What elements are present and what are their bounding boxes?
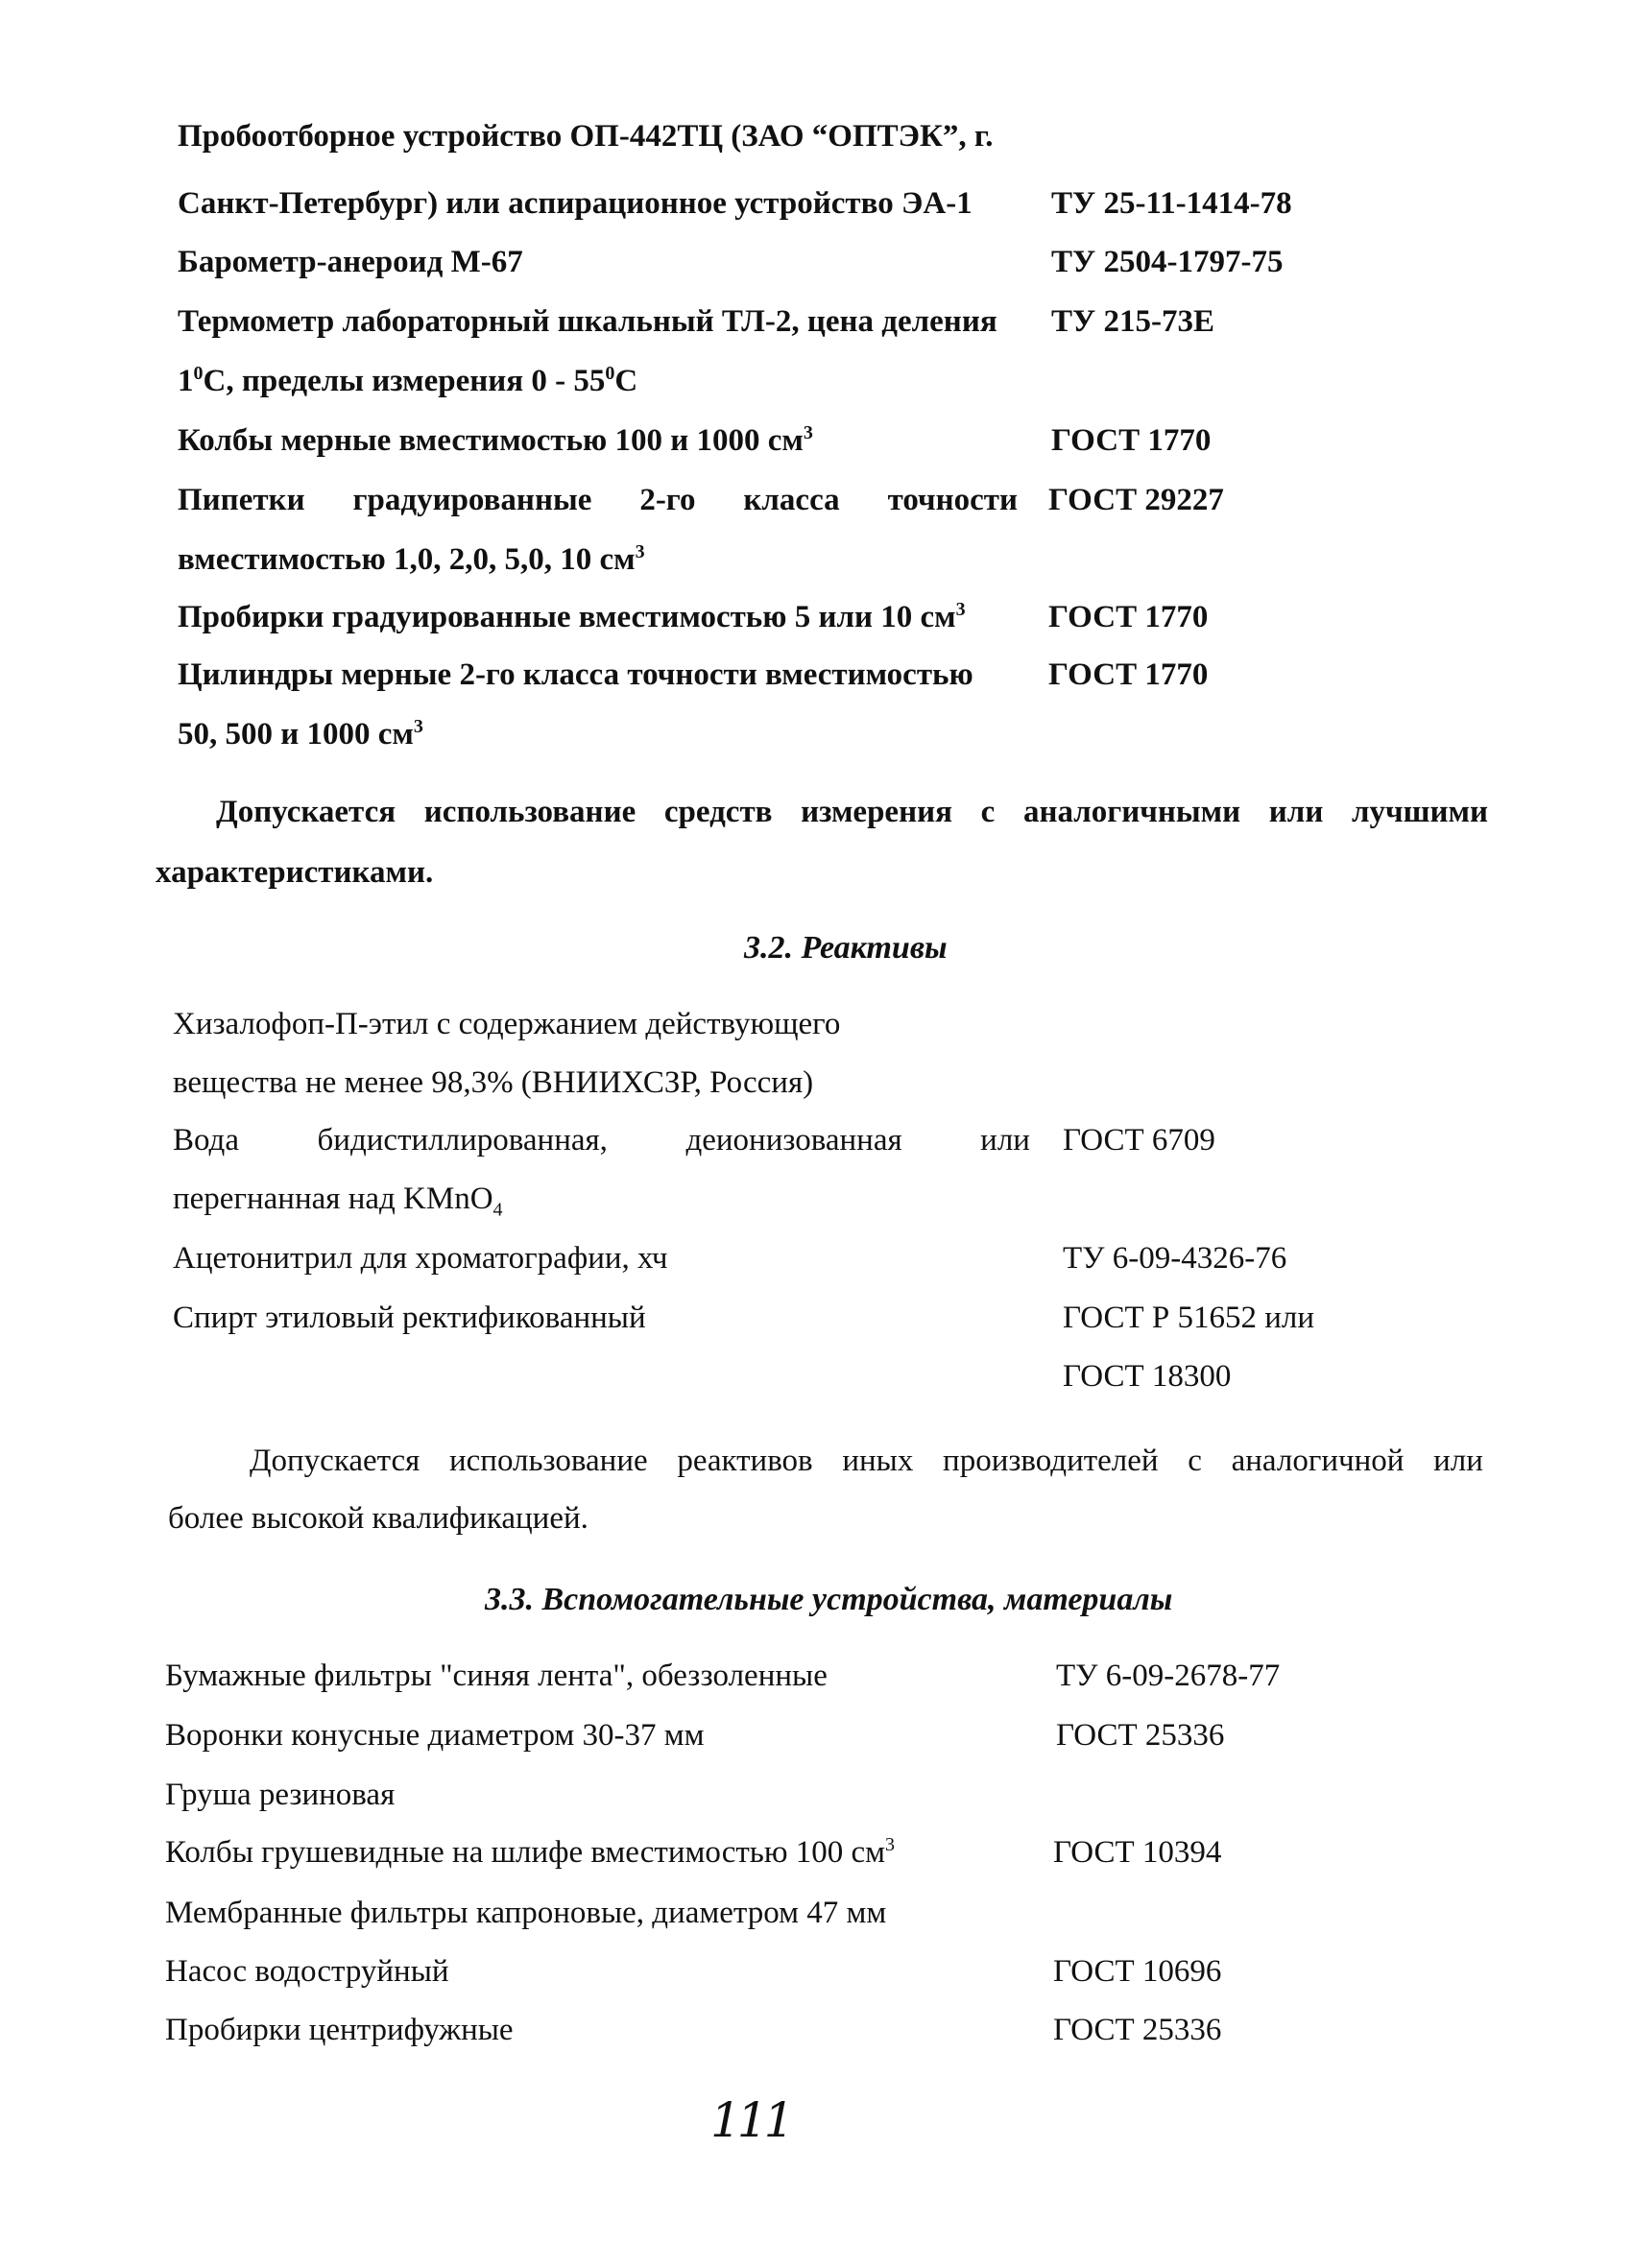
item-paper-filters-standard: ТУ 6-09-2678-77 bbox=[1056, 1659, 1281, 1693]
page-number: 111 bbox=[710, 2092, 791, 2148]
item-pipettes-line1: Пипетки градуированные 2-го класса точности bbox=[178, 483, 1018, 517]
item-pear-flasks: Колбы грушевидные на шлифе вместимостью 100 $см^3$ bbox=[165, 1834, 896, 1870]
item-sampler-line1: Пробоотборное устройство ОП-442ТЦ (ЗАО “ОПТЭК”, г. bbox=[178, 119, 994, 154]
item-cylinders-line1: Цилиндры мерные 2-го класса точности вместимостью bbox=[178, 657, 973, 692]
item-water-jet-pump: Насос водоструйный bbox=[165, 1954, 449, 1989]
item-water-standard: ГОСТ 6709 bbox=[1063, 1123, 1215, 1158]
item-acetonitrile-standard: ТУ 6-09-4326-76 bbox=[1063, 1241, 1287, 1276]
section32-note-line2: более высокой квалификацией. bbox=[168, 1501, 588, 1536]
item-thermometer-line2: $1^0С$, пределы измерения $0 - 55^0С$ bbox=[178, 363, 638, 398]
item-ethanol-standard: ГОСТ Р 51652 или bbox=[1063, 1301, 1315, 1335]
item-sampler-line2: Санкт-Петербург) или аспирационное устройство ЭА-1 bbox=[178, 186, 973, 221]
section31-note-line2: характеристиками. bbox=[156, 855, 434, 890]
item-test-tubes: Пробирки градуированные вместимостью 5 или 10 $см^3$ bbox=[178, 599, 966, 634]
item-cylinders-standard: ГОСТ 1770 bbox=[1048, 657, 1209, 692]
item-quizalofop-line1: Хизалофоп-П-этил с содержанием действующего bbox=[173, 1007, 841, 1041]
item-thermometer-line1: Термометр лабораторный шкальный ТЛ-2, цена деления bbox=[178, 304, 997, 339]
item-thermometer-standard: ТУ 215-73Е bbox=[1051, 304, 1214, 339]
item-pipettes-line2: вместимостью 1,0, 2,0, 5,0, 10 $см^3$ bbox=[178, 541, 645, 577]
item-funnels: Воронки конусные диаметром 30-37 мм bbox=[165, 1718, 705, 1753]
item-ethanol-standard-alt: ГОСТ 18300 bbox=[1063, 1359, 1232, 1394]
section31-note-line1: Допускается использование средств измерения с аналогичными или лучшими bbox=[216, 795, 1488, 829]
item-water-jet-pump-standard: ГОСТ 10696 bbox=[1053, 1954, 1222, 1989]
item-barometer-standard: ТУ 2504-1797-75 bbox=[1051, 245, 1284, 279]
item-volumetric-flasks: Колбы мерные вместимостью 100 и 1000 $см^3$ bbox=[178, 422, 813, 458]
item-centrifuge-tubes-standard: ГОСТ 25336 bbox=[1053, 2013, 1222, 2047]
item-rubber-bulb: Груша резиновая bbox=[165, 1778, 396, 1812]
item-water-line1: Вода бидистиллированная, деионизованная или bbox=[173, 1123, 1030, 1158]
item-sampler-standard: ТУ 25-11-1414-78 bbox=[1051, 186, 1292, 221]
item-ethanol: Спирт этиловый ректификованный bbox=[173, 1301, 646, 1335]
item-volumetric-flasks-standard: ГОСТ 1770 bbox=[1051, 423, 1212, 458]
item-barometer: Барометр-анероид М-67 bbox=[178, 245, 523, 279]
item-water-line2: перегнанная над KMnO$_4$ bbox=[173, 1182, 503, 1221]
item-membrane-filters: Мембранные фильтры капроновые, диаметром 47 мм bbox=[165, 1896, 887, 1930]
item-test-tubes-standard: ГОСТ 1770 bbox=[1048, 600, 1209, 634]
item-quizalofop-line2: вещества не менее 98,3% (ВНИИХСЗР, Россия) bbox=[173, 1065, 814, 1100]
section32-heading: 3.2. Реактивы bbox=[744, 930, 948, 966]
item-cylinders-line2: 50, 500 и 1000 $см^3$ bbox=[178, 716, 423, 752]
item-acetonitrile: Ацетонитрил для хроматографии, хч bbox=[173, 1241, 668, 1276]
item-paper-filters: Бумажные фильтры "синяя лента", обеззоленные bbox=[165, 1659, 828, 1693]
item-pipettes-standard: ГОСТ 29227 bbox=[1048, 483, 1224, 517]
item-pear-flasks-standard: ГОСТ 10394 bbox=[1053, 1835, 1222, 1870]
section32-note-line1: Допускается использование реактивов иных производителей с аналогичной или bbox=[250, 1444, 1483, 1478]
item-centrifuge-tubes: Пробирки центрифужные bbox=[165, 2013, 514, 2047]
item-funnels-standard: ГОСТ 25336 bbox=[1056, 1718, 1225, 1753]
section33-heading: 3.3. Вспомогательные устройства, материалы bbox=[485, 1582, 1173, 1617]
